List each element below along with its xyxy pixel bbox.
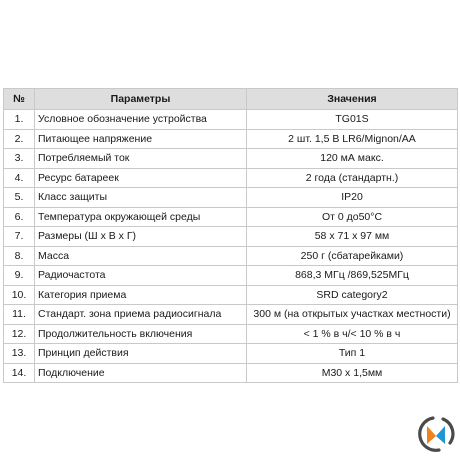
table-row: [4, 227, 458, 247]
row-value: TG01S: [247, 110, 458, 130]
row-value: 2 шт. 1,5 В LR6/Mignon/AA: [247, 129, 458, 149]
row-parameter: Размеры (Ш х В х Г): [35, 227, 247, 247]
row-value: Тип 1: [247, 344, 458, 364]
table-row: [4, 207, 458, 227]
row-number: 7.: [4, 227, 35, 247]
row-parameter: Радиочастота: [35, 266, 247, 286]
row-parameter: Температура окружающей среды: [35, 207, 247, 227]
row-number: 8.: [4, 246, 35, 266]
row-value: 2 года (стандартн.): [247, 168, 458, 188]
row-parameter: Категория приема: [35, 285, 247, 305]
row-number: 4.: [4, 168, 35, 188]
logo-m-blue: [436, 426, 445, 444]
row-value: 300 м (на открытых участках местности): [247, 305, 458, 325]
row-number: 11.: [4, 305, 35, 325]
row-parameter: Масса: [35, 246, 247, 266]
row-value: От 0 до50°С: [247, 207, 458, 227]
row-number: 9.: [4, 266, 35, 286]
row-value: SRD category2: [247, 285, 458, 305]
table-row: [4, 149, 458, 169]
m-logo-icon: [416, 414, 456, 454]
row-number: 3.: [4, 149, 35, 169]
row-value: IP20: [247, 188, 458, 208]
logo-m-orange: [427, 426, 436, 444]
row-parameter: Питающее напряжение: [35, 129, 247, 149]
table-header-row: [4, 89, 458, 110]
row-number: 10.: [4, 285, 35, 305]
row-number: 13.: [4, 344, 35, 364]
row-parameter: Стандарт. зона приема радиосигнала: [35, 305, 247, 325]
row-parameter: Продолжительность включения: [35, 324, 247, 344]
spec-table: [3, 88, 458, 383]
header-number: №: [4, 89, 35, 110]
row-value: 58 х 71 х 97 мм: [247, 227, 458, 247]
row-number: 14.: [4, 363, 35, 383]
row-parameter: Условное обозначение устройства: [35, 110, 247, 130]
row-number: 12.: [4, 324, 35, 344]
table-row: [4, 188, 458, 208]
row-number: 6.: [4, 207, 35, 227]
row-value: 120 мА макс.: [247, 149, 458, 169]
table-row: [4, 344, 458, 364]
table-row: [4, 285, 458, 305]
table-row: [4, 129, 458, 149]
table-row: [4, 266, 458, 286]
row-number: 2.: [4, 129, 35, 149]
row-value: М30 х 1,5мм: [247, 363, 458, 383]
header-parameters: Параметры: [35, 89, 247, 110]
row-value: 250 г (сбатарейками): [247, 246, 458, 266]
table-row: [4, 363, 458, 383]
row-value: < 1 % в ч/< 10 % в ч: [247, 324, 458, 344]
row-value: 868,3 МГц /869,525МГц: [247, 266, 458, 286]
table-row: [4, 168, 458, 188]
row-parameter: Потребляемый ток: [35, 149, 247, 169]
row-parameter: Подключение: [35, 363, 247, 383]
header-values: Значения: [247, 89, 458, 110]
table-row: [4, 110, 458, 130]
row-number: 5.: [4, 188, 35, 208]
row-parameter: Принцип действия: [35, 344, 247, 364]
table-row: [4, 324, 458, 344]
row-parameter: Ресурс батареек: [35, 168, 247, 188]
row-parameter: Класс защиты: [35, 188, 247, 208]
table-row: [4, 246, 458, 266]
row-number: 1.: [4, 110, 35, 130]
table-row: [4, 305, 458, 325]
